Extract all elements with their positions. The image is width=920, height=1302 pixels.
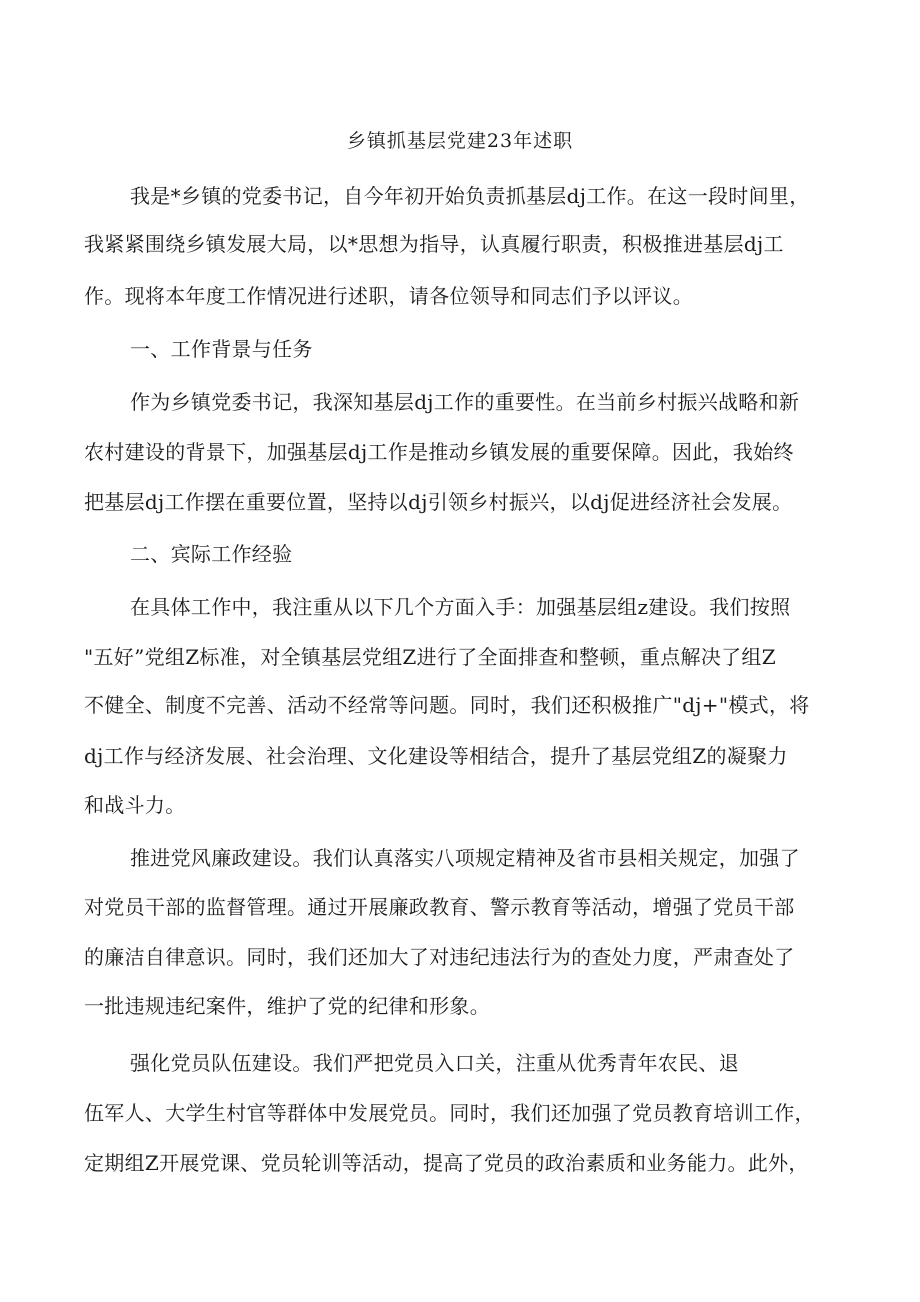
paragraph-line: 推进党风廉政建设。我们认真落实八项规定精神及省市县相关规定，加强了 [130, 846, 800, 870]
section-heading-2: 二、宾际工作经验 [130, 542, 293, 566]
paragraph-line: 的廉洁自律意识。同时，我们还加大了对违纪违法行为的查处力度，严肃查处了 [84, 945, 795, 969]
paragraph-line: 一批违规违纪案件，维护了党的纪律和形象。 [84, 994, 490, 1018]
paragraph-line: 作为乡镇党委书记，我深知基层dj工作的重要性。在当前乡村振兴战略和新 [130, 390, 800, 414]
paragraph-line: 和战斗力。 [84, 793, 186, 817]
document-title: 乡镇抓基层党建23年述职 [346, 130, 574, 152]
paragraph-line: 作。现将本年度工作情况进行述职，请各位领导和同志们予以评议。 [84, 284, 693, 308]
paragraph-line: dj工作与经济发展、社会治理、文化建设等相结合，提升了基层党组Z的凝聚力 [84, 744, 788, 768]
paragraph-line: 不健全、制度不完善、活动不经常等问题。同时，我们还积极推广"dj+"模式，将 [84, 693, 810, 717]
paragraph-line: 我紧紧围绕乡镇发展大局，以*思想为指导，认真履行职责，积极推进基层dj工 [84, 232, 784, 256]
paragraph-line: 农村建设的背景下，加强基层dj工作是推动乡镇发展的重要保障。因此，我始终 [84, 440, 794, 464]
paragraph-line: 强化党员队伍建设。我们严把党员入口关，注重从优秀青年农民、退 [130, 1051, 739, 1075]
paragraph-line: "五好”党组Z标准，对全镇基层党组Z进行了全面排查和整顿，重点解决了组Z [84, 645, 776, 669]
section-heading-1: 一、工作背景与任务 [130, 337, 313, 361]
paragraph-line: 定期组Z开展党课、党员轮训等活动，提高了党员的政治素质和业务能力。此外， [84, 1151, 809, 1175]
paragraph-line: 对党员干部的监督管理。通过开展廉政教育、警示教育等活动，增强了党员干部 [84, 895, 795, 919]
paragraph-line: 我是*乡镇的党委书记，自今年初开始负责抓基层dj工作。在这一段时间里， [130, 184, 810, 208]
paragraph-line: 在具体工作中，我注重从以下几个方面入手：加强基层组z建设。我们按照 [130, 595, 791, 619]
paragraph-line: 把基层dj工作摆在重要位置，坚持以dj引领乡村振兴，以dj促进经济社会发展。 [84, 490, 793, 514]
paragraph-line: 伍军人、大学生村官等群体中发展党员。同时，我们还加强了党员教育培训工作， [84, 1101, 815, 1125]
